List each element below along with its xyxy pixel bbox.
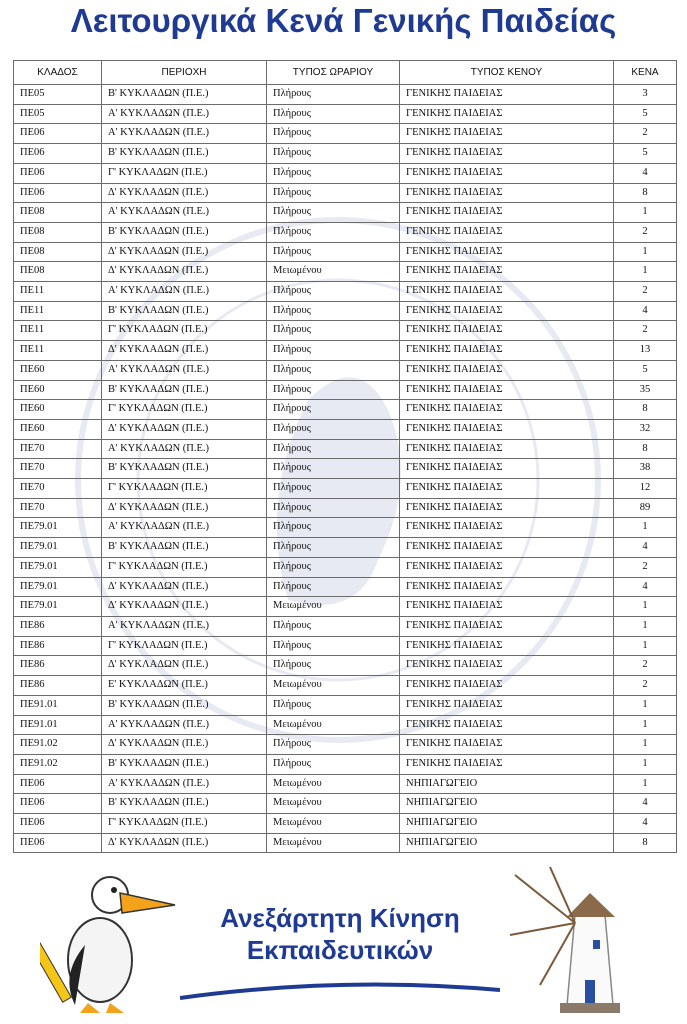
cell-typos-kenou: ΓΕΝΙΚΗΣ ΠΑΙΔΕΙΑΣ [400,85,614,105]
cell-typos-orariou: Πλήρους [267,242,400,262]
table-row [14,163,677,183]
cell-periochi: Γ' ΚΥΚΛΑΔΩΝ (Π.Ε.) [102,321,267,341]
cell-klados: ΠΕ60 [14,400,102,420]
cell-kena: 1 [614,715,677,735]
cell-periochi: Β' ΚΥΚΛΑΔΩΝ (Π.Ε.) [102,794,267,814]
cell-periochi: Α' ΚΥΚΛΑΔΩΝ (Π.Ε.) [102,715,267,735]
table-row [14,479,677,499]
cell-periochi: Δ' ΚΥΚΛΑΔΩΝ (Π.Ε.) [102,419,267,439]
cell-kena: 4 [614,538,677,558]
cell-typos-orariou: Πλήρους [267,616,400,636]
cell-typos-orariou: Μειωμένου [267,794,400,814]
table-row [14,833,677,853]
cell-kena: 1 [614,616,677,636]
cell-typos-orariou: Πλήρους [267,577,400,597]
cell-kena: 4 [614,163,677,183]
cell-klados: ΠΕ79.01 [14,577,102,597]
table-row [14,656,677,676]
vacancies-table [13,60,677,853]
cell-klados: ΠΕ60 [14,360,102,380]
cell-klados: ΠΕ05 [14,85,102,105]
pelican-mascot-icon [40,865,180,1015]
cell-periochi: Δ' ΚΥΚΛΑΔΩΝ (Π.Ε.) [102,597,267,617]
cell-typos-kenou: ΓΕΝΙΚΗΣ ΠΑΙΔΕΙΑΣ [400,163,614,183]
cell-typos-kenou: ΓΕΝΙΚΗΣ ΠΑΙΔΕΙΑΣ [400,341,614,361]
cell-periochi: Β' ΚΥΚΛΑΔΩΝ (Π.Ε.) [102,380,267,400]
table-row [14,242,677,262]
cell-typos-orariou: Πλήρους [267,301,400,321]
page-title: Λειτουργικά Κενά Γενικής Παιδείας [70,2,617,39]
cell-typos-kenou: ΓΕΝΙΚΗΣ ΠΑΙΔΕΙΑΣ [400,380,614,400]
cell-klados: ΠΕ06 [14,163,102,183]
cell-typos-orariou: Πλήρους [267,518,400,538]
cell-typos-kenou: ΓΕΝΙΚΗΣ ΠΑΙΔΕΙΑΣ [400,301,614,321]
windmill-icon [505,865,665,1015]
cell-kena: 8 [614,183,677,203]
header-periochi: ΠΕΡΙΟΧΗ [102,61,267,85]
cell-periochi: Γ' ΚΥΚΛΑΔΩΝ (Π.Ε.) [102,636,267,656]
cell-typos-orariou: Πλήρους [267,695,400,715]
cell-typos-kenou: ΓΕΝΙΚΗΣ ΠΑΙΔΕΙΑΣ [400,439,614,459]
table-row [14,360,677,380]
table-row [14,380,677,400]
logo-line-2: Εκπαιδευτικών [246,935,434,965]
table-row [14,262,677,282]
cell-typos-kenou: ΓΕΝΙΚΗΣ ΠΑΙΔΕΙΑΣ [400,577,614,597]
cell-typos-kenou: ΝΗΠΙΑΓΩΓΕΙΟ [400,774,614,794]
cell-typos-kenou: ΝΗΠΙΑΓΩΓΕΙΟ [400,833,614,853]
cell-klados: ΠΕ06 [14,833,102,853]
cell-typos-kenou: ΓΕΝΙΚΗΣ ΠΑΙΔΕΙΑΣ [400,597,614,617]
cell-kena: 1 [614,262,677,282]
cell-periochi: Α' ΚΥΚΛΑΔΩΝ (Π.Ε.) [102,616,267,636]
cell-kena: 2 [614,557,677,577]
table-row [14,695,677,715]
cell-kena: 89 [614,498,677,518]
cell-periochi: Δ' ΚΥΚΛΑΔΩΝ (Π.Ε.) [102,242,267,262]
header-typos-orariou: ΤΥΠΟΣ ΩΡΑΡΙΟΥ [267,61,400,85]
table-row [14,400,677,420]
cell-klados: ΠΕ91.02 [14,735,102,755]
table-row [14,814,677,834]
cell-typos-orariou: Πλήρους [267,321,400,341]
cell-kena: 1 [614,735,677,755]
cell-klados: ΠΕ79.01 [14,538,102,558]
table-row [14,538,677,558]
table-row [14,104,677,124]
cell-klados: ΠΕ08 [14,262,102,282]
table-row [14,636,677,656]
cell-typos-kenou: ΓΕΝΙΚΗΣ ΠΑΙΔΕΙΑΣ [400,754,614,774]
cell-periochi: Β' ΚΥΚΛΑΔΩΝ (Π.Ε.) [102,754,267,774]
cell-typos-kenou: ΓΕΝΙΚΗΣ ΠΑΙΔΕΙΑΣ [400,557,614,577]
cell-klados: ΠΕ86 [14,676,102,696]
cell-klados: ΠΕ11 [14,301,102,321]
cell-typos-orariou: Πλήρους [267,636,400,656]
cell-typos-kenou: ΝΗΠΙΑΓΩΓΕΙΟ [400,794,614,814]
table-row [14,557,677,577]
table-row [14,597,677,617]
cell-kena: 8 [614,400,677,420]
cell-typos-orariou: Πλήρους [267,360,400,380]
table-row [14,459,677,479]
cell-kena: 35 [614,380,677,400]
cell-kena: 1 [614,597,677,617]
cell-typos-orariou: Μειωμένου [267,814,400,834]
cell-periochi: Ε' ΚΥΚΛΑΔΩΝ (Π.Ε.) [102,676,267,696]
cell-klados: ΠΕ86 [14,636,102,656]
table-row [14,616,677,636]
cell-typos-orariou: Πλήρους [267,203,400,223]
cell-typos-kenou: ΓΕΝΙΚΗΣ ΠΑΙΔΕΙΑΣ [400,400,614,420]
cell-klados: ΠΕ06 [14,183,102,203]
cell-typos-orariou: Μειωμένου [267,715,400,735]
cell-klados: ΠΕ60 [14,419,102,439]
cell-kena: 4 [614,814,677,834]
cell-typos-kenou: ΓΕΝΙΚΗΣ ΠΑΙΔΕΙΑΣ [400,242,614,262]
cell-typos-orariou: Μειωμένου [267,597,400,617]
cell-kena: 2 [614,282,677,302]
cell-klados: ΠΕ79.01 [14,518,102,538]
cell-typos-kenou: ΓΕΝΙΚΗΣ ΠΑΙΔΕΙΑΣ [400,735,614,755]
cell-periochi: Α' ΚΥΚΛΑΔΩΝ (Π.Ε.) [102,203,267,223]
cell-periochi: Δ' ΚΥΚΛΑΔΩΝ (Π.Ε.) [102,833,267,853]
table-row [14,676,677,696]
cell-kena: 1 [614,518,677,538]
cell-typos-orariou: Πλήρους [267,104,400,124]
cell-typos-orariou: Πλήρους [267,183,400,203]
table-row [14,419,677,439]
cell-kena: 3 [614,85,677,105]
table-row [14,715,677,735]
cell-periochi: Γ' ΚΥΚΛΑΔΩΝ (Π.Ε.) [102,163,267,183]
cell-kena: 5 [614,360,677,380]
cell-periochi: Δ' ΚΥΚΛΑΔΩΝ (Π.Ε.) [102,183,267,203]
cell-typos-orariou: Πλήρους [267,557,400,577]
table-row [14,144,677,164]
table-row [14,341,677,361]
cell-typos-kenou: ΓΕΝΙΚΗΣ ΠΑΙΔΕΙΑΣ [400,498,614,518]
cell-typos-kenou: ΝΗΠΙΑΓΩΓΕΙΟ [400,814,614,834]
cell-typos-kenou: ΓΕΝΙΚΗΣ ΠΑΙΔΕΙΑΣ [400,715,614,735]
cell-typos-orariou: Πλήρους [267,144,400,164]
cell-typos-kenou: ΓΕΝΙΚΗΣ ΠΑΙΔΕΙΑΣ [400,222,614,242]
cell-typos-orariou: Πλήρους [267,380,400,400]
cell-periochi: Α' ΚΥΚΛΑΔΩΝ (Π.Ε.) [102,518,267,538]
cell-periochi: Δ' ΚΥΚΛΑΔΩΝ (Π.Ε.) [102,577,267,597]
table-header-row [14,61,677,85]
cell-typos-orariou: Πλήρους [267,400,400,420]
cell-periochi: Α' ΚΥΚΛΑΔΩΝ (Π.Ε.) [102,439,267,459]
cell-klados: ΠΕ06 [14,814,102,834]
cell-klados: ΠΕ91.02 [14,754,102,774]
cell-kena: 4 [614,577,677,597]
cell-periochi: Γ' ΚΥΚΛΑΔΩΝ (Π.Ε.) [102,557,267,577]
cell-typos-kenou: ΓΕΝΙΚΗΣ ΠΑΙΔΕΙΑΣ [400,695,614,715]
table-row [14,183,677,203]
cell-typos-orariou: Πλήρους [267,124,400,144]
cell-periochi: Β' ΚΥΚΛΑΔΩΝ (Π.Ε.) [102,459,267,479]
cell-klados: ΠΕ05 [14,104,102,124]
cell-periochi: Δ' ΚΥΚΛΑΔΩΝ (Π.Ε.) [102,656,267,676]
cell-klados: ΠΕ70 [14,498,102,518]
cell-periochi: Α' ΚΥΚΛΑΔΩΝ (Π.Ε.) [102,104,267,124]
table-row [14,301,677,321]
cell-kena: 2 [614,321,677,341]
cell-kena: 1 [614,636,677,656]
cell-typos-kenou: ΓΕΝΙΚΗΣ ΠΑΙΔΕΙΑΣ [400,636,614,656]
cell-periochi: Α' ΚΥΚΛΑΔΩΝ (Π.Ε.) [102,774,267,794]
table-row [14,321,677,341]
cell-kena: 1 [614,242,677,262]
cell-periochi: Δ' ΚΥΚΛΑΔΩΝ (Π.Ε.) [102,262,267,282]
cell-kena: 2 [614,124,677,144]
cell-typos-orariou: Πλήρους [267,498,400,518]
cell-typos-kenou: ΓΕΝΙΚΗΣ ΠΑΙΔΕΙΑΣ [400,479,614,499]
cell-typos-kenou: ΓΕΝΙΚΗΣ ΠΑΙΔΕΙΑΣ [400,676,614,696]
table-row [14,222,677,242]
table-row [14,124,677,144]
cell-kena: 5 [614,144,677,164]
cell-klados: ΠΕ08 [14,222,102,242]
cell-kena: 4 [614,301,677,321]
cell-periochi: Δ' ΚΥΚΛΑΔΩΝ (Π.Ε.) [102,498,267,518]
cell-typos-orariou: Πλήρους [267,222,400,242]
cell-kena: 12 [614,479,677,499]
table-row [14,498,677,518]
cell-typos-kenou: ΓΕΝΙΚΗΣ ΠΑΙΔΕΙΑΣ [400,518,614,538]
swoosh-icon [180,980,500,1000]
cell-kena: 2 [614,656,677,676]
cell-periochi: Β' ΚΥΚΛΑΔΩΝ (Π.Ε.) [102,85,267,105]
cell-kena: 8 [614,833,677,853]
cell-klados: ΠΕ70 [14,459,102,479]
cell-periochi: Α' ΚΥΚΛΑΔΩΝ (Π.Ε.) [102,282,267,302]
table-row [14,794,677,814]
cell-typos-orariou: Πλήρους [267,656,400,676]
cell-kena: 38 [614,459,677,479]
cell-periochi: Γ' ΚΥΚΛΑΔΩΝ (Π.Ε.) [102,814,267,834]
cell-kena: 1 [614,754,677,774]
cell-klados: ΠΕ91.01 [14,695,102,715]
cell-typos-orariou: Μειωμένου [267,262,400,282]
cell-typos-kenou: ΓΕΝΙΚΗΣ ΠΑΙΔΕΙΑΣ [400,360,614,380]
cell-kena: 2 [614,222,677,242]
cell-typos-orariou: Πλήρους [267,459,400,479]
cell-typos-kenou: ΓΕΝΙΚΗΣ ΠΑΙΔΕΙΑΣ [400,616,614,636]
cell-typos-kenou: ΓΕΝΙΚΗΣ ΠΑΙΔΕΙΑΣ [400,538,614,558]
cell-typos-orariou: Πλήρους [267,282,400,302]
cell-periochi: Β' ΚΥΚΛΑΔΩΝ (Π.Ε.) [102,695,267,715]
cell-periochi: Α' ΚΥΚΛΑΔΩΝ (Π.Ε.) [102,124,267,144]
cell-typos-kenou: ΓΕΝΙΚΗΣ ΠΑΙΔΕΙΑΣ [400,104,614,124]
table-row [14,577,677,597]
cell-kena: 1 [614,695,677,715]
table-row [14,439,677,459]
cell-typos-kenou: ΓΕΝΙΚΗΣ ΠΑΙΔΕΙΑΣ [400,419,614,439]
cell-klados: ΠΕ08 [14,203,102,223]
cell-typos-orariou: Μειωμένου [267,833,400,853]
cell-klados: ΠΕ86 [14,616,102,636]
cell-periochi: Δ' ΚΥΚΛΑΔΩΝ (Π.Ε.) [102,735,267,755]
cell-typos-kenou: ΓΕΝΙΚΗΣ ΠΑΙΔΕΙΑΣ [400,144,614,164]
cell-typos-kenou: ΓΕΝΙΚΗΣ ΠΑΙΔΕΙΑΣ [400,183,614,203]
cell-periochi: Δ' ΚΥΚΛΑΔΩΝ (Π.Ε.) [102,341,267,361]
cell-typos-orariou: Πλήρους [267,735,400,755]
cell-periochi: Α' ΚΥΚΛΑΔΩΝ (Π.Ε.) [102,360,267,380]
table-row [14,518,677,538]
cell-kena: 32 [614,419,677,439]
cell-periochi: Β' ΚΥΚΛΑΔΩΝ (Π.Ε.) [102,538,267,558]
table-row [14,735,677,755]
table-row [14,203,677,223]
table-row [14,774,677,794]
cell-typos-kenou: ΓΕΝΙΚΗΣ ΠΑΙΔΕΙΑΣ [400,656,614,676]
cell-kena: 8 [614,439,677,459]
cell-klados: ΠΕ11 [14,282,102,302]
cell-periochi: Β' ΚΥΚΛΑΔΩΝ (Π.Ε.) [102,301,267,321]
cell-typos-orariou: Πλήρους [267,419,400,439]
cell-kena: 5 [614,104,677,124]
cell-typos-kenou: ΓΕΝΙΚΗΣ ΠΑΙΔΕΙΑΣ [400,321,614,341]
cell-klados: ΠΕ60 [14,380,102,400]
cell-kena: 2 [614,676,677,696]
cell-klados: ΠΕ06 [14,794,102,814]
cell-kena: 13 [614,341,677,361]
header-kena: ΚΕΝΑ [614,61,677,85]
cell-typos-kenou: ΓΕΝΙΚΗΣ ΠΑΙΔΕΙΑΣ [400,124,614,144]
cell-klados: ΠΕ06 [14,774,102,794]
cell-periochi: Β' ΚΥΚΛΑΔΩΝ (Π.Ε.) [102,222,267,242]
cell-typos-orariou: Πλήρους [267,479,400,499]
cell-klados: ΠΕ06 [14,124,102,144]
cell-periochi: Γ' ΚΥΚΛΑΔΩΝ (Π.Ε.) [102,400,267,420]
cell-periochi: Β' ΚΥΚΛΑΔΩΝ (Π.Ε.) [102,144,267,164]
cell-typos-orariou: Μειωμένου [267,774,400,794]
table-row [14,754,677,774]
cell-klados: ΠΕ79.01 [14,557,102,577]
header-typos-kenou: ΤΥΠΟΣ ΚΕΝΟΥ [400,61,614,85]
cell-klados: ΠΕ70 [14,479,102,499]
cell-klados: ΠΕ06 [14,144,102,164]
cell-klados: ΠΕ11 [14,321,102,341]
table-row [14,85,677,105]
cell-klados: ΠΕ79.01 [14,597,102,617]
cell-klados: ΠΕ11 [14,341,102,361]
header-klados: ΚΛΑΔΟΣ [14,61,102,85]
cell-kena: 4 [614,794,677,814]
cell-kena: 1 [614,774,677,794]
cell-klados: ΠΕ08 [14,242,102,262]
cell-kena: 1 [614,203,677,223]
cell-typos-orariou: Πλήρους [267,754,400,774]
cell-typos-orariou: Πλήρους [267,439,400,459]
cell-klados: ΠΕ70 [14,439,102,459]
cell-typos-kenou: ΓΕΝΙΚΗΣ ΠΑΙΔΕΙΑΣ [400,203,614,223]
cell-typos-kenou: ΓΕΝΙΚΗΣ ΠΑΙΔΕΙΑΣ [400,282,614,302]
cell-typos-orariou: Πλήρους [267,85,400,105]
cell-typos-kenou: ΓΕΝΙΚΗΣ ΠΑΙΔΕΙΑΣ [400,262,614,282]
cell-typos-orariou: Μειωμένου [267,676,400,696]
footer-logo [190,902,490,966]
cell-typos-orariou: Πλήρους [267,538,400,558]
cell-klados: ΠΕ91.01 [14,715,102,735]
cell-typos-orariou: Πλήρους [267,341,400,361]
cell-periochi: Γ' ΚΥΚΛΑΔΩΝ (Π.Ε.) [102,479,267,499]
logo-line-1: Ανεξάρτητη Κίνηση [220,903,460,933]
cell-typos-orariou: Πλήρους [267,163,400,183]
cell-klados: ΠΕ86 [14,656,102,676]
table-row [14,282,677,302]
cell-typos-kenou: ΓΕΝΙΚΗΣ ΠΑΙΔΕΙΑΣ [400,459,614,479]
